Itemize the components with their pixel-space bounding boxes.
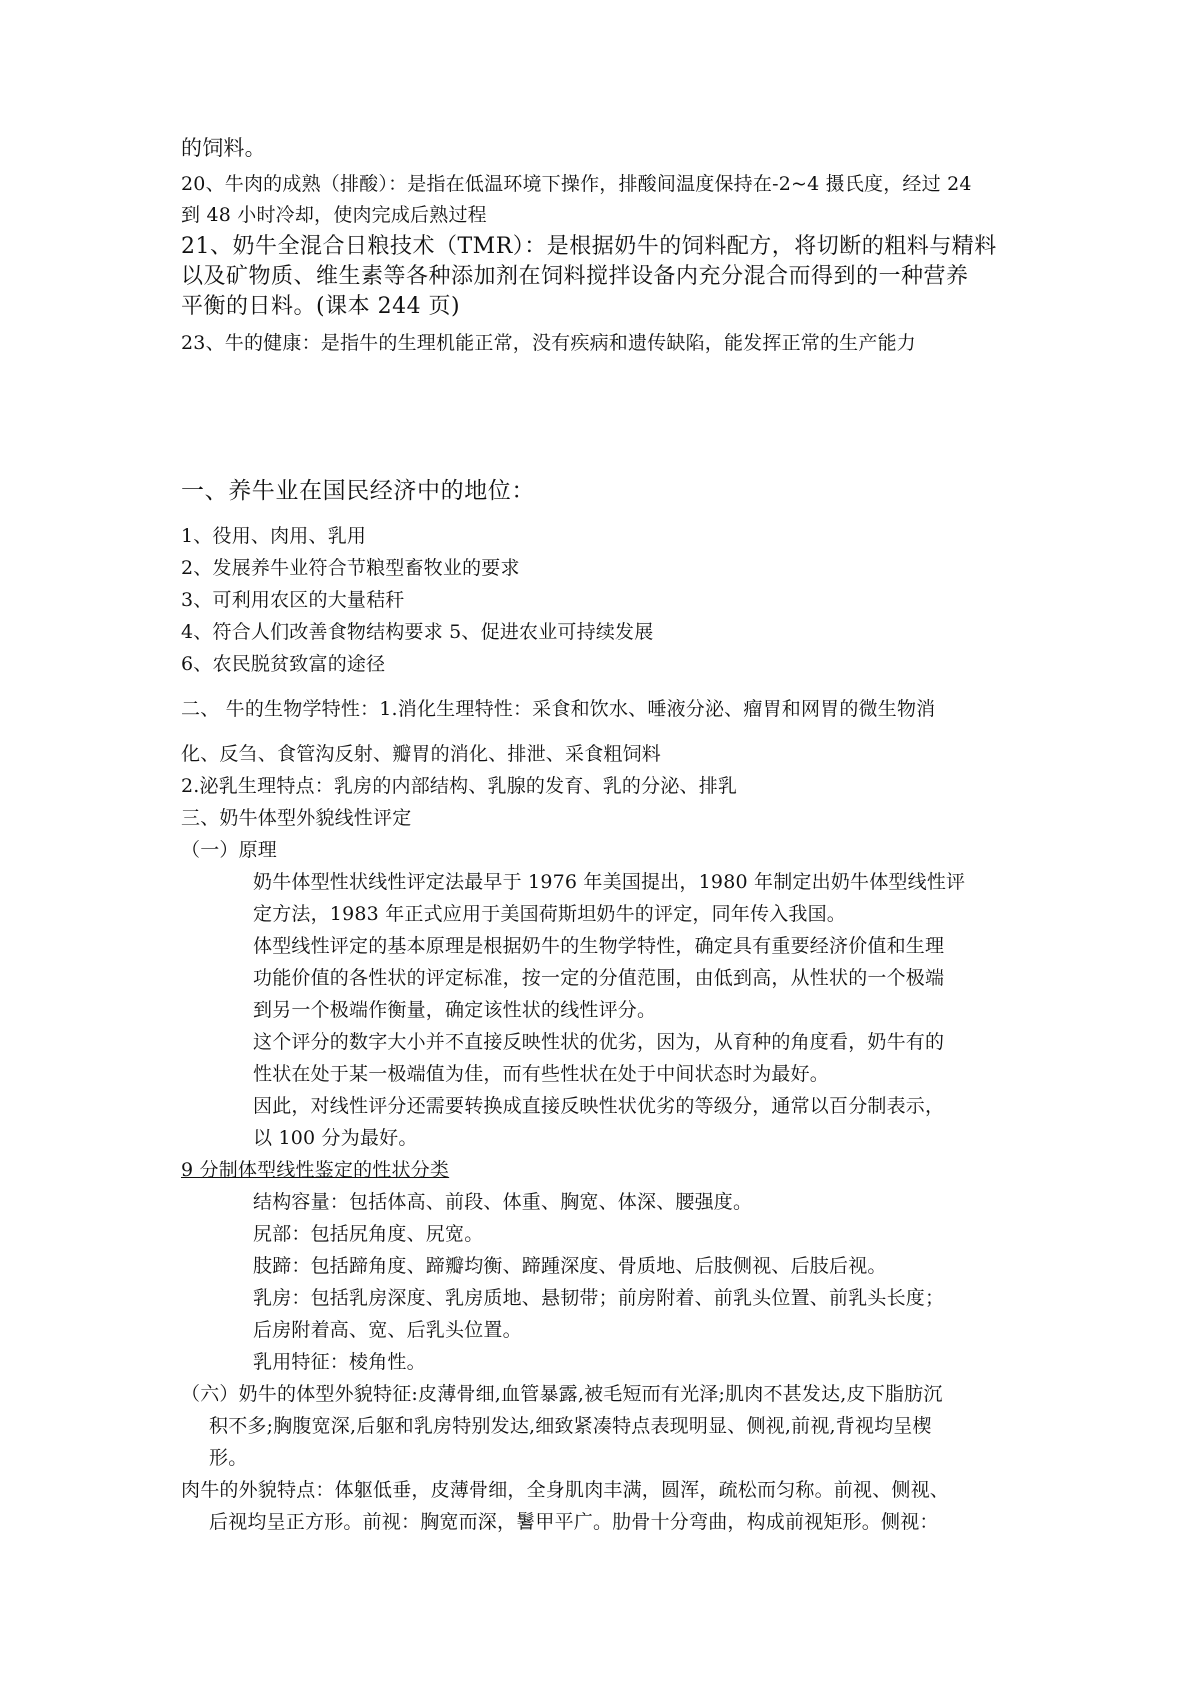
text-line: 性状在处于某一极端值为佳，而有些性状在处于中间状态时为最好。 — [253, 1063, 830, 1085]
underlined-heading: 9 分制体型线性鉴定的性状分类 — [181, 1159, 450, 1181]
text-line: 化、反刍、食管沟反射、瓣胃的消化、排泄、采食粗饲料 — [181, 743, 662, 765]
list-item: 4、符合人们改善食物结构要求 5、促进农业可持续发展 — [181, 621, 654, 643]
text-line: 尻部：包括尻角度、尻宽。 — [253, 1223, 484, 1245]
text-line: 形。 — [209, 1447, 248, 1469]
text-line: 到 48 小时冷却，使肉完成后熟过程 — [181, 204, 487, 226]
text-line: 肢蹄：包括蹄角度、蹄瓣均衡、蹄踵深度、骨质地、后肢侧视、后肢后视。 — [253, 1255, 887, 1277]
list-item: 3、可利用农区的大量秸秆 — [181, 589, 405, 611]
text-line: 的饲料。 — [181, 136, 266, 160]
text-line: （六）奶牛的体型外貌特征:皮薄骨细,血管暴露,被毛短而有光泽;肌肉不甚发达,皮下脂肪沉 — [181, 1383, 943, 1405]
text-line: 21、奶牛全混合日粮技术（TMR）：是根据奶牛的饲料配方，将切断的粗料与精料 — [181, 234, 997, 259]
section-heading: 一、养牛业在国民经济中的地位： — [181, 478, 535, 504]
list-item: 6、农民脱贫致富的途径 — [181, 653, 386, 675]
text-line: 奶牛体型性状线性评定法最早于 1976 年美国提出，1980 年制定出奶牛体型线性评 — [253, 871, 966, 893]
text-line: 后视均呈正方形。前视：胸宽而深，鬐甲平广。肋骨十分弯曲，构成前视矩形。侧视： — [209, 1511, 939, 1533]
text-line: 以及矿物质、维生素等各种添加剂在饲料搅拌设备内充分混合而得到的一种营养 — [181, 264, 969, 289]
text-line: 肉牛的外貌特点：体躯低垂，皮薄骨细，全身肌肉丰满，圆浑，疏松而匀称。前视、侧视、 — [181, 1479, 950, 1501]
text-line: 这个评分的数字大小并不直接反映性状的优劣，因为，从育种的角度看，奶牛有的 — [253, 1031, 945, 1053]
text-line: 23、牛的健康：是指牛的生理机能正常，没有疾病和遗传缺陷，能发挥正常的生产能力 — [181, 332, 916, 354]
section-heading: 二、 牛的生物学特性：1.消化生理特性：采食和饮水、唾液分泌、瘤胃和网胃的微生物消 — [181, 698, 936, 720]
text-line: 20、牛肉的成熟（排酸）：是指在低温环境下操作，排酸间温度保持在-2~4 摄氏度，经过 24 — [181, 173, 972, 195]
subsection-heading: （一）原理 — [181, 839, 278, 861]
text-line: 积不多;胸腹宽深,后躯和乳房特别发达,细致紧凑特点表现明显、侧视,前视,背视均呈楔 — [209, 1415, 932, 1437]
list-item: 1、役用、肉用、乳用 — [181, 525, 367, 547]
text-line: 2.泌乳生理特点：乳房的内部结构、乳腺的发育、乳的分泌、排乳 — [181, 775, 738, 797]
text-line: 定方法，1983 年正式应用于美国荷斯坦奶牛的评定，同年传入我国。 — [253, 903, 846, 925]
text-line: 乳房：包括乳房深度、乳房质地、悬韧带；前房附着、前乳头位置、前乳头长度； — [253, 1287, 945, 1309]
text-line: 乳用特征：棱角性。 — [253, 1351, 426, 1373]
text-line: 功能价值的各性状的评定标准，按一定的分值范围，由低到高，从性状的一个极端 — [253, 967, 945, 989]
section-heading: 三、奶牛体型外貌线性评定 — [181, 807, 412, 829]
text-line: 到另一个极端作衡量，确定该性状的线性评分。 — [253, 999, 657, 1021]
list-item: 2、发展养牛业符合节粮型畜牧业的要求 — [181, 557, 520, 579]
text-line: 体型线性评定的基本原理是根据奶牛的生物学特性，确定具有重要经济价值和生理 — [253, 935, 945, 957]
text-line: 以 100 分为最好。 — [253, 1127, 418, 1149]
text-line: 因此，对线性评分还需要转换成直接反映性状优劣的等级分，通常以百分制表示， — [253, 1095, 945, 1117]
text-line: 结构容量：包括体高、前段、体重、胸宽、体深、腰强度。 — [253, 1191, 753, 1213]
text-line: 平衡的日料。(课本 244 页) — [181, 294, 461, 319]
text-line: 后房附着高、宽、后乳头位置。 — [253, 1319, 522, 1341]
